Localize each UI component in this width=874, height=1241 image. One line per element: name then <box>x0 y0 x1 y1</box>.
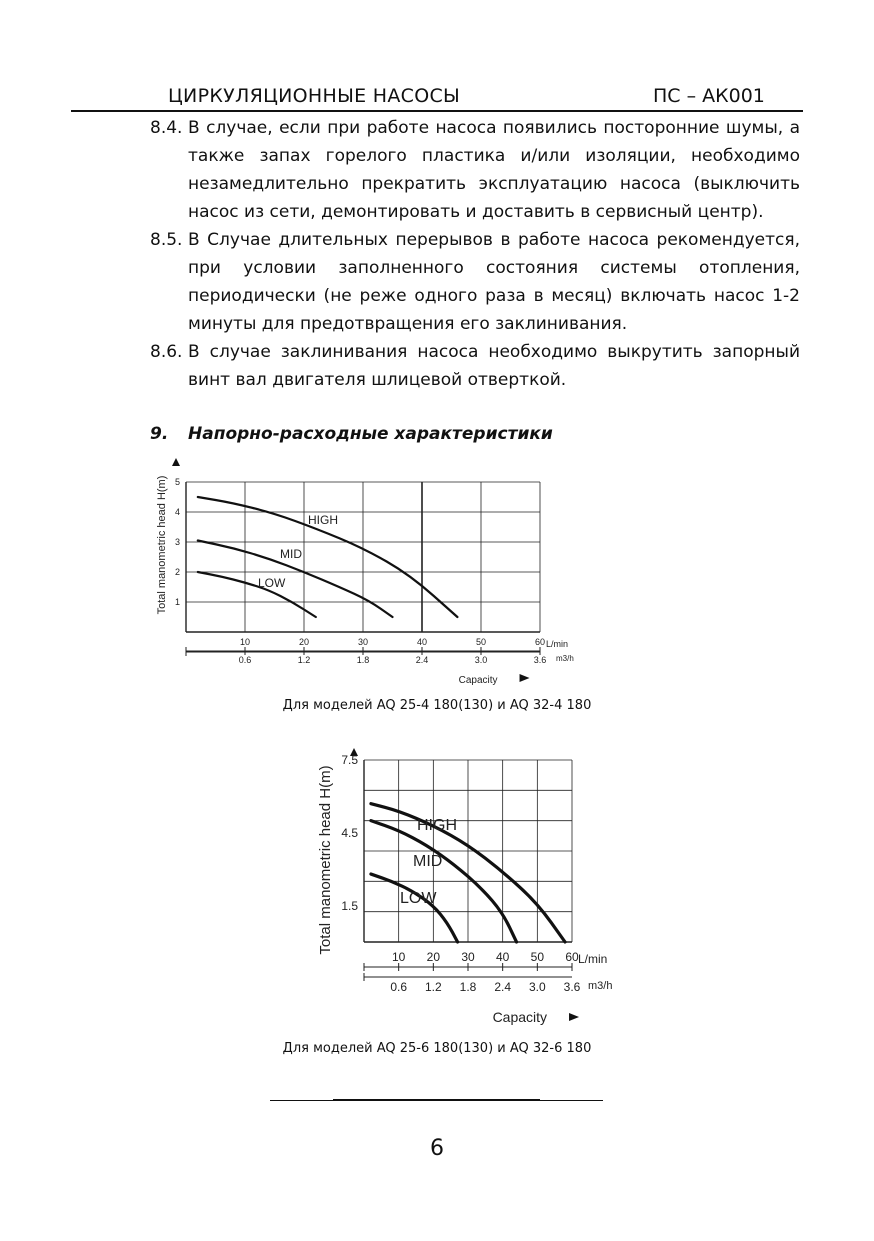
x2-tick-label: 0.6 <box>390 980 408 994</box>
footer-rule-bold <box>333 1099 540 1101</box>
x-tick-label: 30 <box>461 950 475 964</box>
x2-tick-label: 1.8 <box>459 980 477 994</box>
x2-tick-label: 3.0 <box>528 980 546 994</box>
item-text: В случае, если при работе насоса появились посторонние шумы, а также запах горелого пластика и/или изоляции, необходимо незамедлительно прекратить эксплуатацию насоса (выключить насос из сети, демонтировать и доставить в сервисный центр). <box>188 118 800 222</box>
series-label-high: HIGH <box>308 513 338 527</box>
x-unit-label: L/min <box>546 639 569 649</box>
x-tick-label: 60 <box>534 637 546 647</box>
x-tick-label: 30 <box>357 637 369 647</box>
y-tick-label: 3 <box>174 537 180 548</box>
header-title: ЦИРКУЛЯЦИОННЫЕ НАСОСЫ <box>168 85 461 107</box>
section-title: Напорно-расходные характеристики <box>188 424 553 444</box>
x-tick-label: 50 <box>475 637 487 647</box>
x-tick-label: 20 <box>298 637 310 647</box>
x-axis-label: Capacity <box>492 1009 548 1025</box>
series-line-low <box>371 874 458 942</box>
x-tick-label: 40 <box>495 950 510 964</box>
item-number: 8.6. <box>150 342 183 362</box>
x-tick-label: 20 <box>426 950 441 964</box>
y-tick-label: 4.5 <box>341 826 358 840</box>
series-label-low: LOW <box>400 890 437 907</box>
header-code: ПС – АК001 <box>653 85 765 107</box>
x-tick-label: 10 <box>391 950 406 964</box>
x-unit-label: L/min <box>578 952 608 966</box>
x-tick-label: 10 <box>239 637 251 647</box>
chart-1-caption: Для моделей AQ 25-4 180(130) и AQ 32-4 180 <box>282 698 592 713</box>
x2-tick-label: 1.2 <box>297 655 311 665</box>
x2-tick-label: 3.0 <box>474 655 488 665</box>
series-label-mid: MID <box>413 853 443 870</box>
item-number: 8.4. <box>150 118 183 138</box>
x-tick-label: 60 <box>565 950 579 964</box>
x2-tick-label: 0.6 <box>238 655 252 665</box>
item-text: В Случае длительных перерывов в работе насоса рекомендуется, при условии заполненного состояния системы отопления, периодически (не реже одного раза в месяц) включать насос 1-2 минуты для предотвращения его заклинивания. <box>188 230 800 334</box>
x-axis-arrow-icon <box>569 1013 579 1021</box>
y-tick-label: 7.5 <box>341 753 358 768</box>
chart-2-caption: Для моделей AQ 25-6 180(130) и AQ 32-6 180 <box>282 1041 592 1056</box>
y-tick-label: 5 <box>174 477 180 488</box>
x2-tick-label: 1.8 <box>356 655 370 665</box>
series-label-low: LOW <box>258 576 286 590</box>
series-label-high: HIGH <box>417 817 457 834</box>
series-label-mid: MID <box>280 547 302 561</box>
item-number: 8.5. <box>150 230 183 250</box>
y-tick-label: 4 <box>174 507 180 518</box>
x2-tick-label: 2.4 <box>415 655 429 665</box>
x-tick-label: 50 <box>530 950 545 964</box>
x-axis-label: Capacity <box>458 675 498 686</box>
x2-tick-label: 2.4 <box>494 980 512 994</box>
x2-tick-label: 3.6 <box>563 980 581 994</box>
item-text: В случае заклинивания насоса необходимо выкрутить запорный винт вал двигателя шлицевой отверткой. <box>188 342 800 390</box>
y-axis-label: Total manometric head H(m) <box>156 475 168 615</box>
x-tick-label: 40 <box>416 637 428 647</box>
y-tick-label: 1 <box>174 597 180 608</box>
x2-unit-label: m3/h <box>588 980 613 992</box>
y-axis-label: Total manometric head H(m) <box>317 765 334 955</box>
x2-tick-label: 1.2 <box>424 980 442 994</box>
page-number: 6 <box>430 1136 444 1161</box>
x2-tick-label: 3.6 <box>533 655 547 665</box>
section-number: 9. <box>150 424 169 444</box>
y-tick-label: 1.5 <box>341 898 358 913</box>
y-tick-label: 2 <box>174 567 180 578</box>
x2-unit-label: m3/h <box>556 654 574 663</box>
